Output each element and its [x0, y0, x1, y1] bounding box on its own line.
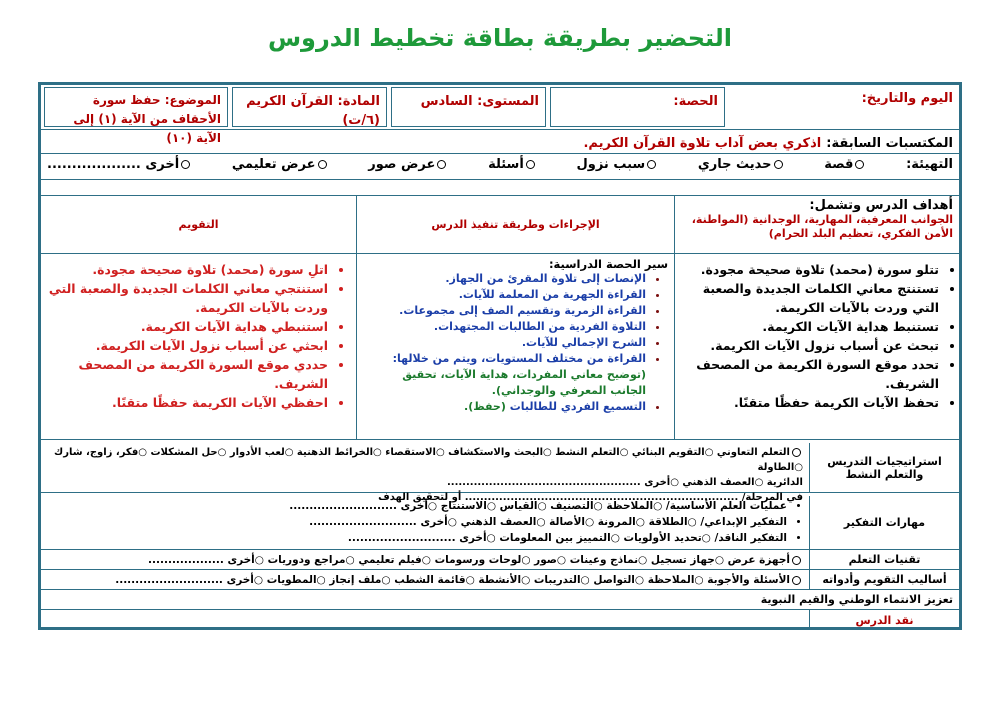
evaluation-item: • استنبطي هداية الآيات الكريمة.: [47, 317, 328, 336]
values-label: تعزيز الانتماء الوطني والقيم النبوية: [760, 593, 953, 606]
techniques-options[interactable]: أجهزة عرض ○جهاز تسجيل ○نماذج وعينات ○صور ○لوحات ورسومات ○فيلم تعليمي ○مراجع ودوريات ○أخرى ...................: [41, 550, 809, 569]
critique-label: نقد الدرس: [809, 610, 959, 630]
warmup-option-questions[interactable]: أسئلة: [488, 157, 537, 172]
thinking-skills-row: [41, 496, 959, 550]
procedure-item: • التسميع الفردي للطالبات (حفظ).: [363, 399, 646, 415]
techniques-row: [41, 550, 959, 570]
objective-item: • تستنبط هداية الآيات الكريمة.: [681, 317, 939, 336]
radio-icon[interactable]: [437, 160, 446, 169]
procedure-item: • القراءة من مختلف المستويات، ويتم من خلالها: (توضيح معاني المفردات، هداية الآيات، تحقيق الجانب المعرفي والوجداني).: [363, 351, 646, 399]
evaluation-item: • استنتجي معاني الكلمات الجديدة والصعبة التي وردت بالآيات الكريمة.: [47, 279, 328, 317]
prior-knowledge-row: [41, 130, 959, 154]
page-title: التحضير بطريقة بطاقة تخطيط الدروس: [267, 24, 733, 52]
warmup-label: التهيئة:: [906, 157, 953, 172]
evaluation-item: • ابحثي عن أسباب نزول الآيات الكريمة.: [47, 336, 328, 355]
radio-icon[interactable]: [792, 448, 801, 457]
prior-knowledge-value: اذكري بعض آداب تلاوة القرآن الكريم.: [583, 136, 822, 151]
strategies-options[interactable]: التعلم التعاوني ○التقويم البنائي ○التعلم النشط ○البحث والاستكشاف ○الاستقصاء ○الخرائط الذهنية ○لعب الأدوار ○حل المشكلات ○فكر، زاوج، شارك ○الطاولة الدائرية ○العصف الذهني ○أخرى ................................................... في المرحلة/ ........................................................................ أو لتحقيق الهدف: [54, 447, 803, 503]
critique-row: [41, 610, 959, 630]
procedure-item: • القراءة الزمرية وتقسيم الصف إلى مجموعات.: [363, 303, 646, 319]
topic-label: الموضوع: حفظ سورة الأحقاف من الآية (١) إلى الآية (١٠): [73, 93, 221, 145]
warmup-option-story[interactable]: قصة: [824, 157, 866, 172]
radio-icon[interactable]: [318, 160, 327, 169]
objectives-header: أهداف الدرس وتشمل: الجوانب المعرفية، المهارية، الوجدانية (المواطنة، الأمن الفكري، تعظيم البلد الحرام): [674, 196, 959, 253]
procedure-item: • القراءة الجهرية من المعلمة للآيات.: [363, 287, 646, 303]
day-date-label: اليوم والتاريخ:: [861, 91, 953, 106]
prior-knowledge-label: المكتسبات السابقة:: [826, 136, 953, 151]
techniques-label: تقنيات التعلم: [809, 550, 959, 569]
subject-cell[interactable]: [232, 87, 387, 127]
period-label: الحصة:: [673, 94, 718, 109]
warmup-row: [41, 154, 959, 180]
level-cell[interactable]: [391, 87, 546, 127]
column-headers-row: [41, 196, 959, 254]
evaluation-item: • احفظي الآيات الكريمة حفظًا متقنًا.: [47, 393, 328, 412]
evaluation-list: [41, 254, 356, 439]
objectives-list: [674, 254, 959, 439]
warmup-option-other[interactable]: أخرى ...................: [47, 157, 192, 172]
topic-cell[interactable]: [44, 87, 228, 145]
period-cell[interactable]: [550, 87, 725, 127]
objective-item: • تحدد موقع السورة الكريمة من المصحف الشريف.: [681, 355, 939, 393]
objective-item: • تبحث عن أسباب نزول الآيات الكريمة.: [681, 336, 939, 355]
thinking-skills-options[interactable]: • عمليات العلم الأساسية/ ○الملاحظة ○التصنيف ○القياس ○الاستنتاج ○أخرى ........................... • التفكير الإبداعي/ ○الطلاقة ○المرونة ○الأصالة ○العصف الذهني ○أخرى ........................... • التفكير الناقد/ ○تحديد الأولويات ○التمييز بين المعلومات ○أخرى ...........................: [41, 496, 809, 549]
strategies-row: [41, 443, 959, 503]
radio-icon[interactable]: [526, 160, 535, 169]
warmup-option-current-talk[interactable]: حديث جاري: [698, 157, 785, 172]
warmup-option-educational-show[interactable]: عرض تعليمي: [232, 157, 329, 172]
procedures-header: الإجراءات وطريقة تنفيذ الدرس: [356, 196, 674, 253]
level-label: المستوى: السادس: [420, 94, 539, 109]
evaluation-header: التقويم: [178, 218, 219, 231]
day-date-cell[interactable]: [729, 85, 959, 129]
strategies-label: استراتيجيات التدريس والتعلم النشط: [809, 443, 959, 492]
radio-icon[interactable]: [774, 160, 783, 169]
main-content-row: [41, 254, 959, 440]
procedures-list: [356, 254, 674, 439]
thinking-skills-label: مهارات التفكير: [809, 496, 959, 549]
procedure-item: • التلاوة الفردية من الطالبات المجتهدات.: [363, 319, 646, 335]
warmup-option-revelation-reason[interactable]: سبب نزول: [576, 157, 658, 172]
lesson-plan-frame: [38, 82, 962, 630]
procedures-heading: سير الحصة الدراسية:: [548, 257, 668, 271]
assessment-options[interactable]: الأسئلة والأجوبة ○الملاحظة ○التواصل ○التدريبات ○الأنشطة ○قائمة الشطب ○ملف إنجاز ○المطويات ○أخرى ...........................: [41, 570, 809, 589]
radio-icon[interactable]: [855, 160, 864, 169]
assessment-label: أساليب التقويم وأدواته: [809, 570, 959, 589]
warmup-option-pictures[interactable]: عرض صور: [368, 157, 448, 172]
radio-icon[interactable]: [181, 160, 190, 169]
values-row: [41, 590, 959, 610]
objective-item: • تحفظ الآيات الكريمة حفظًا متقنًا.: [681, 393, 939, 412]
procedure-item: • الإنصات إلى تلاوة المقرئ من الجهاز.: [363, 271, 646, 287]
radio-icon[interactable]: [647, 160, 656, 169]
subject-label: المادة: القرآن الكريم (٦/ت): [246, 94, 380, 128]
radio-icon[interactable]: [792, 576, 801, 585]
radio-icon[interactable]: [792, 556, 801, 565]
assessment-row: [41, 570, 959, 590]
procedure-item: • الشرح الإجمالي للآيات.: [363, 335, 646, 351]
evaluation-item: • حددي موقع السورة الكريمة من المصحف الشريف.: [47, 355, 328, 393]
evaluation-item: • اتلِ سورة (محمد) تلاوة صحيحة مجودة.: [47, 260, 328, 279]
blank-row: [41, 180, 959, 196]
objective-item: • تتلو سورة (محمد) تلاوة صحيحة مجودة.: [681, 260, 939, 279]
objective-item: • تستنتج معاني الكلمات الجديدة والصعبة التي وردت بالآيات الكريمة.: [681, 279, 939, 317]
